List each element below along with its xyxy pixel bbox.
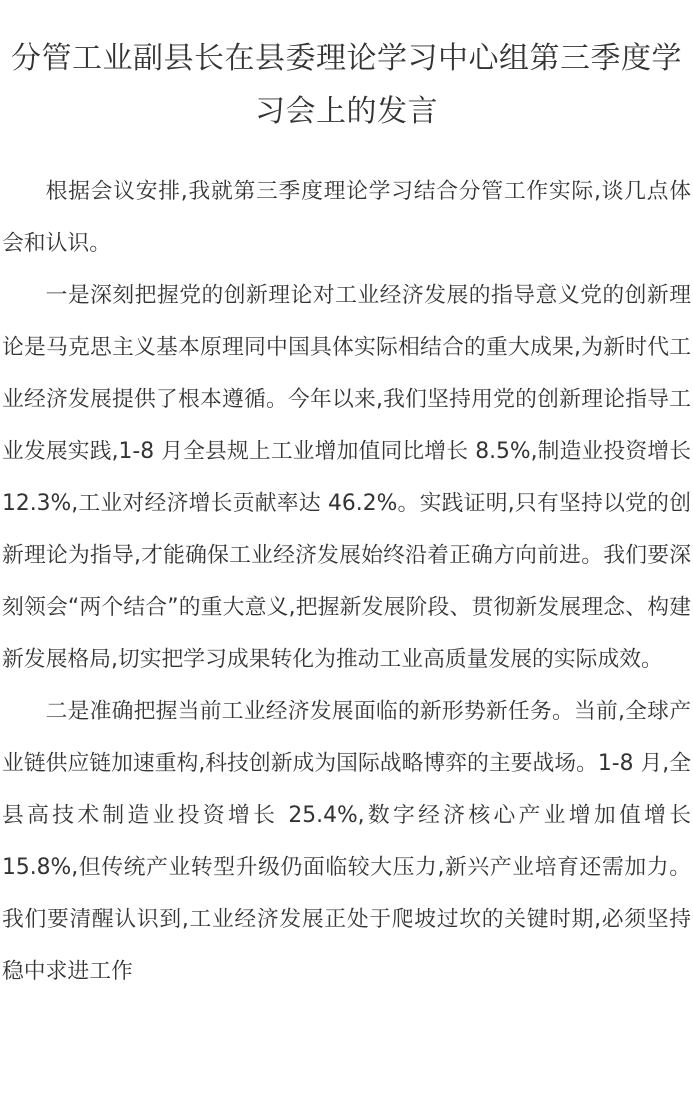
paragraph-point-one: 一是深刻把握党的创新理论对工业经济发展的指导意义党的创新理论是马克思主义基本原理同中国具体实际相结合的重大成果,为新时代工业经济发展提供了根本遵循。今年以来,我们坚持用党的创新理论指导工业发展实践,1-8 月全县规上工业增加值同比增长 8.5%,制造业投资增长 12.3%,工业对经济增长贡献率达 46.2%。实践证明,只有坚持以党的创新理论为指导,才能确保工业经济发展始终沿着正确方向前进。我们要深刻领会“两个结合”的重大意义,把握新发展阶段、贯彻新发展理念、构建新发展格局,切实把学习成果转化为推动工业高质量发展的实际成效。 [2, 283, 691, 672]
paragraph-point-two: 二是准确把握当前工业经济发展面临的新形势新任务。当前,全球产业链供应链加速重构,科技创新成为国际战略博弈的主要战场。1-8 月,全县高技术制造业投资增长 25.4%,数字经济核心产业增加值增长 15.8%,但传统产业转型升级仍面临较大压力,新兴产业培育还需加力。我们要清醒认识到,工业经济发展正处于爬坡过坎的关键时期,必须坚持稳中求进工作 [2, 699, 691, 984]
document-title: 分管工业副县长在县委理论学习中心组第三季度学习会上的发言 [11, 41, 682, 129]
paragraph-intro: 根据会议安排,我就第三季度理论学习结合分管工作实际,谈几点体会和认识。 [2, 179, 691, 256]
